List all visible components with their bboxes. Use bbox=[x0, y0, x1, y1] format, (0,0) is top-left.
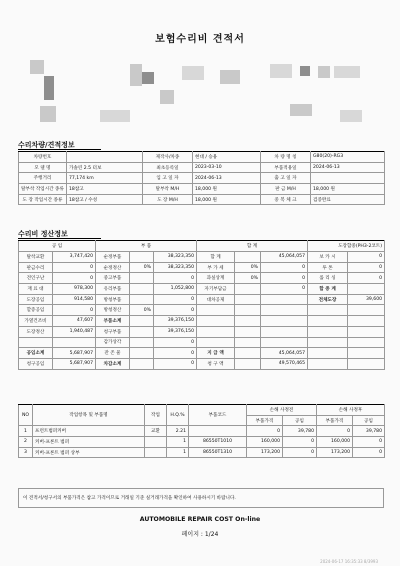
cost-value: 39,376,150 bbox=[154, 326, 197, 337]
field-value: 2024-06-13 bbox=[311, 162, 385, 173]
cost-value: 49,570,465 bbox=[261, 358, 308, 369]
cost-label: 견인구난 bbox=[19, 273, 53, 284]
cost-value bbox=[130, 358, 154, 369]
cost-label: 감가상각 bbox=[96, 337, 130, 348]
part-cell: 173,200 bbox=[317, 447, 353, 458]
cost-value: 45,064,057 bbox=[261, 348, 308, 359]
column-header: 도장합중(PH3-2코트) bbox=[308, 241, 385, 252]
cost-value bbox=[348, 316, 385, 327]
cost-label: 가열건조비 bbox=[19, 316, 53, 327]
cost-label: 잔 존 물 bbox=[96, 348, 130, 359]
cost-label: 판금수리 bbox=[19, 262, 53, 273]
cost-value: 914,580 bbox=[53, 294, 96, 305]
cost-value bbox=[261, 305, 308, 316]
part-cell: 0 bbox=[353, 437, 385, 448]
redacted-block bbox=[220, 70, 240, 84]
field-label: 도 장 작업시간 종류 bbox=[19, 194, 67, 205]
column-header: 손해 사정후 bbox=[317, 405, 385, 416]
field-value: 2024-06-13 bbox=[193, 173, 261, 184]
column-header: 합 계 bbox=[197, 241, 308, 252]
cost-label: 도장공임 bbox=[19, 294, 53, 305]
field-label: 차 량 명 칭 bbox=[261, 152, 311, 163]
redacted-block bbox=[270, 64, 292, 78]
cost-label bbox=[197, 316, 235, 327]
part-cell: 0 bbox=[353, 447, 385, 458]
cost-value bbox=[235, 316, 261, 327]
part-cell bbox=[189, 426, 247, 437]
cost-label: 도장정산 bbox=[19, 326, 53, 337]
redacted-block bbox=[142, 72, 154, 84]
cost-label: 청구부품 bbox=[96, 326, 130, 337]
cost-label: 합 계 bbox=[197, 252, 235, 263]
part-cell bbox=[145, 447, 167, 458]
cost-value: 45,064,057 bbox=[261, 252, 308, 263]
column-header: 부품코드 bbox=[189, 405, 247, 426]
settle-section-title: 수리비 정산정보 bbox=[18, 230, 68, 238]
vehicle-section-title: 수리차량/견적정보 bbox=[18, 141, 75, 149]
cost-label: 중고부품 bbox=[96, 273, 130, 284]
field-label: 중 복 체 크 bbox=[261, 194, 311, 205]
cost-label: 유리부품 bbox=[96, 284, 130, 295]
cost-value: 0 bbox=[154, 337, 197, 348]
column-header: 공임 bbox=[353, 415, 385, 426]
settle-row bbox=[19, 326, 385, 337]
cost-value bbox=[130, 316, 154, 327]
cost-label: 할증공임 bbox=[19, 305, 53, 316]
cost-value bbox=[235, 337, 261, 348]
cost-value bbox=[348, 284, 385, 295]
cost-value: 5,687,907 bbox=[53, 348, 96, 359]
cost-label bbox=[197, 305, 235, 316]
page-title: 보험수리비 견적서 bbox=[155, 34, 245, 45]
cost-value: 0 bbox=[53, 305, 96, 316]
cost-value: 0 bbox=[154, 294, 197, 305]
cost-value: 0 bbox=[261, 273, 308, 284]
cost-label: 순정부품 bbox=[96, 252, 130, 263]
cost-value bbox=[130, 337, 154, 348]
column-header: 부 품 bbox=[96, 241, 197, 252]
redacted-block bbox=[44, 76, 54, 100]
field-value bbox=[311, 173, 385, 184]
cost-value: 0% bbox=[130, 262, 154, 273]
redacted-block bbox=[340, 110, 362, 122]
part-cell: 1 bbox=[19, 426, 33, 437]
settle-row bbox=[19, 294, 385, 305]
column-header: 부품가격 bbox=[247, 415, 283, 426]
cost-value: 0 bbox=[348, 252, 385, 263]
cost-label: 전체도장 bbox=[308, 294, 348, 305]
cost-value bbox=[130, 284, 154, 295]
field-label: 도 장 M/H bbox=[143, 194, 193, 205]
cost-label: 자기부담금 bbox=[197, 284, 235, 295]
cost-value: 0 bbox=[154, 348, 197, 359]
vehicle-row bbox=[19, 152, 385, 163]
redacted-block bbox=[318, 66, 330, 78]
cost-label: 부 가 세 bbox=[197, 262, 235, 273]
cost-value bbox=[235, 305, 261, 316]
cost-value: 47,607 bbox=[53, 316, 96, 327]
cost-label: 공임소계 bbox=[19, 348, 53, 359]
part-cell: 1 bbox=[167, 437, 189, 448]
cost-value: 0 bbox=[154, 305, 197, 316]
brand-label: AUTOMOBILE REPAIR COST On-line bbox=[139, 516, 261, 523]
column-header: 공임 bbox=[283, 415, 317, 426]
settle-header-row bbox=[19, 241, 385, 252]
redacted-block bbox=[40, 106, 56, 122]
page-number: 페이지 : 1/24 bbox=[181, 531, 219, 538]
part-cell: 0 bbox=[317, 426, 353, 437]
field-value: G80(20)-RG3 bbox=[311, 152, 385, 163]
part-cell: 86550T1310 bbox=[189, 447, 247, 458]
cost-value: 39,600 bbox=[348, 294, 385, 305]
part-cell: 0 bbox=[283, 447, 317, 458]
part-cell: 커버-프론트 범퍼 상부 bbox=[33, 447, 145, 458]
table-row bbox=[19, 447, 385, 458]
column-header: 작업 bbox=[145, 405, 167, 426]
cost-value bbox=[53, 337, 96, 348]
cost-value: 0% bbox=[235, 262, 261, 273]
cost-label: 롤 리 싱 bbox=[308, 273, 348, 284]
vehicle-row bbox=[19, 184, 385, 195]
cost-value: 1,052,800 bbox=[154, 284, 197, 295]
parts-header-row bbox=[19, 405, 385, 416]
part-cell: 2 bbox=[19, 437, 33, 448]
settle-row bbox=[19, 337, 385, 348]
cost-value: 978,300 bbox=[53, 284, 96, 295]
field-label: 최초등록일 bbox=[143, 162, 193, 173]
field-value: 가솔린 2.5 터보 bbox=[67, 162, 143, 173]
field-value: 77,174 km bbox=[67, 173, 143, 184]
cost-label: 투 톤 bbox=[308, 262, 348, 273]
cost-label bbox=[308, 316, 348, 327]
cost-value bbox=[261, 337, 308, 348]
cost-value: 0 bbox=[53, 262, 96, 273]
field-label: 모 델 명 bbox=[19, 162, 67, 173]
cost-value: 0 bbox=[154, 358, 197, 369]
vehicle-row bbox=[19, 162, 385, 173]
cost-label: 대차공제 bbox=[197, 294, 235, 305]
column-header: 공 임 bbox=[19, 241, 96, 252]
field-value bbox=[67, 152, 143, 163]
column-header: NO bbox=[19, 405, 33, 426]
cost-value bbox=[348, 326, 385, 337]
field-label: 주행거리 bbox=[19, 173, 67, 184]
redacted-block bbox=[130, 64, 142, 86]
cost-value: 38,323,350 bbox=[154, 252, 197, 263]
settle-row bbox=[19, 262, 385, 273]
settle-row bbox=[19, 252, 385, 263]
settle-row bbox=[19, 273, 385, 284]
field-label: 부품적용일 bbox=[261, 162, 311, 173]
cost-value bbox=[261, 294, 308, 305]
cost-label bbox=[308, 358, 348, 369]
redacted-block bbox=[182, 66, 204, 80]
column-header: 부품가격 bbox=[317, 415, 353, 426]
field-value: 검증완료 bbox=[311, 194, 385, 205]
cost-label bbox=[197, 337, 235, 348]
cost-value bbox=[235, 284, 261, 295]
cost-label bbox=[308, 337, 348, 348]
cost-value bbox=[348, 305, 385, 316]
part-cell: 39,780 bbox=[353, 426, 385, 437]
cost-label: 보 카 시 bbox=[308, 252, 348, 263]
cost-label: 청구공임 bbox=[19, 358, 53, 369]
settle-row bbox=[19, 284, 385, 295]
vehicle-info-table bbox=[18, 151, 385, 205]
cost-label bbox=[308, 305, 348, 316]
field-value: 18,000 원 bbox=[193, 194, 261, 205]
cost-value: 3,747,420 bbox=[53, 252, 96, 263]
cost-value: 0 bbox=[261, 284, 308, 295]
cost-label: 탈착교환 bbox=[19, 252, 53, 263]
cost-value: 5,687,907 bbox=[53, 358, 96, 369]
cost-label: 차감소계 bbox=[96, 358, 130, 369]
redacted-block bbox=[30, 60, 44, 74]
cost-value bbox=[235, 294, 261, 305]
cost-value bbox=[235, 326, 261, 337]
settle-row bbox=[19, 305, 385, 316]
field-value: 현대 / 승용 bbox=[193, 152, 261, 163]
cost-value: 38,323,350 bbox=[154, 262, 197, 273]
part-cell: 1 bbox=[167, 447, 189, 458]
cost-value: 0 bbox=[348, 273, 385, 284]
cost-value bbox=[261, 316, 308, 327]
column-header: H.Q.% bbox=[167, 405, 189, 426]
part-cell: 교환 bbox=[145, 426, 167, 437]
part-cell: 160,000 bbox=[247, 437, 283, 448]
table-row bbox=[19, 426, 385, 437]
field-value: 18참고 bbox=[67, 184, 143, 195]
cost-value bbox=[348, 348, 385, 359]
part-cell: 39,780 bbox=[283, 426, 317, 437]
cost-value bbox=[130, 252, 154, 263]
cost-value bbox=[130, 348, 154, 359]
timestamp: 2024-06-17 16:35:33 8/3993 bbox=[320, 559, 378, 564]
field-value: 18,000 원 bbox=[193, 184, 261, 195]
field-label: 탈부착 M/H bbox=[143, 184, 193, 195]
cost-value bbox=[130, 326, 154, 337]
settle-row bbox=[19, 348, 385, 359]
cost-label: 합 중 계 bbox=[308, 284, 348, 295]
section-divider bbox=[18, 149, 101, 150]
cost-value bbox=[235, 358, 261, 369]
part-cell: 프런트범퍼커버 bbox=[33, 426, 145, 437]
field-value: 18,000 원 bbox=[311, 184, 385, 195]
cost-label: 방청정산 bbox=[96, 305, 130, 316]
section-divider bbox=[18, 238, 101, 239]
cost-value bbox=[348, 358, 385, 369]
redacted-block bbox=[290, 104, 312, 116]
redacted-block bbox=[100, 110, 130, 122]
part-cell: 0 bbox=[283, 437, 317, 448]
cost-label: 부품소계 bbox=[96, 316, 130, 327]
cost-value bbox=[348, 337, 385, 348]
redacted-block bbox=[334, 66, 360, 78]
cost-value: 0 bbox=[348, 262, 385, 273]
cost-value bbox=[235, 348, 261, 359]
cost-value: 0 bbox=[261, 262, 308, 273]
field-label: 입 고 일 자 bbox=[143, 173, 193, 184]
field-label: 차량번호 bbox=[19, 152, 67, 163]
column-header: 작업항목 및 부품명 bbox=[33, 405, 145, 426]
part-cell: 3 bbox=[19, 447, 33, 458]
field-label: 출 고 일 자 bbox=[261, 173, 311, 184]
cost-value bbox=[130, 273, 154, 284]
field-label: 제작사/차종 bbox=[143, 152, 193, 163]
redacted-block bbox=[300, 66, 310, 76]
cost-value: 1,940,487 bbox=[53, 326, 96, 337]
field-value: 18참고 / 수성 bbox=[67, 194, 143, 205]
cost-value: 0 bbox=[154, 273, 197, 284]
cost-label bbox=[197, 326, 235, 337]
field-label: 판 금 M/H bbox=[261, 184, 311, 195]
cost-value: 0% bbox=[235, 273, 261, 284]
part-cell: 0 bbox=[247, 426, 283, 437]
footer-note: 이 견적서/청구서의 부품가격은 참고 가격이므로 거래일 기준 실거래가격을 확인하여 사용하시기 바랍니다. bbox=[18, 488, 384, 508]
part-cell: 160,000 bbox=[317, 437, 353, 448]
redacted-block bbox=[160, 90, 174, 104]
part-cell: 173,200 bbox=[247, 447, 283, 458]
column-header: 손해 사정전 bbox=[247, 405, 317, 416]
cost-label bbox=[308, 326, 348, 337]
part-cell: 86550T1010 bbox=[189, 437, 247, 448]
table-row bbox=[19, 437, 385, 448]
vehicle-row bbox=[19, 173, 385, 184]
field-label: 탈부착 작업시간 종류 bbox=[19, 184, 67, 195]
cost-label bbox=[308, 348, 348, 359]
cost-label: 청 구 액 bbox=[197, 358, 235, 369]
cost-value: 0% bbox=[130, 305, 154, 316]
cost-value: 0 bbox=[53, 273, 96, 284]
cost-label: 과실상계 bbox=[197, 273, 235, 284]
cost-label: 지 급 액 bbox=[197, 348, 235, 359]
part-cell: 커버-프론트 범퍼 bbox=[33, 437, 145, 448]
field-value: 2023-03-10 bbox=[193, 162, 261, 173]
parts-table bbox=[18, 404, 385, 458]
settle-row bbox=[19, 316, 385, 327]
cost-label: 방청부품 bbox=[96, 294, 130, 305]
vehicle-row bbox=[19, 194, 385, 205]
cost-label: 순정정산 bbox=[96, 262, 130, 273]
settle-row bbox=[19, 358, 385, 369]
part-cell bbox=[145, 437, 167, 448]
cost-value bbox=[130, 294, 154, 305]
cost-label: 재 료 대 bbox=[19, 284, 53, 295]
settlement-table bbox=[18, 240, 385, 370]
cost-value bbox=[261, 326, 308, 337]
part-cell: 2.21 bbox=[167, 426, 189, 437]
cost-label bbox=[19, 337, 53, 348]
cost-value bbox=[235, 252, 261, 263]
cost-value: 39,376,150 bbox=[154, 316, 197, 327]
